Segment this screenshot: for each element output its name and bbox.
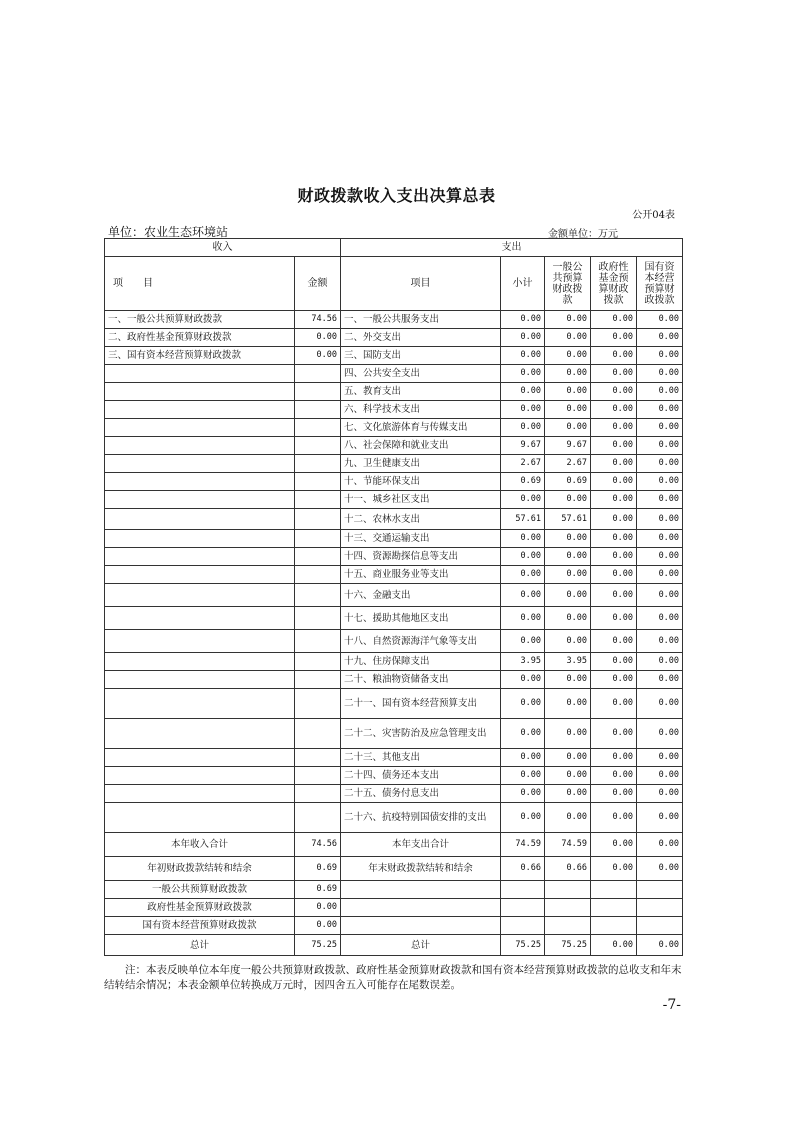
- expense-state-capital: 0.00: [637, 401, 683, 419]
- income-item: [105, 401, 295, 419]
- income-amount: [295, 785, 341, 803]
- expense-item: 二十三、其他支出: [341, 749, 501, 767]
- income-item: [105, 455, 295, 473]
- year-expense-general: 74.59: [545, 833, 591, 857]
- empty-cell: [545, 881, 591, 899]
- grand-total-general: 75.25: [545, 935, 591, 956]
- budget-summary-table: [104, 238, 683, 956]
- expense-state-capital: 0.00: [637, 749, 683, 767]
- expense-item: 四、公共安全支出: [341, 365, 501, 383]
- expense-state-capital: 0.00: [637, 785, 683, 803]
- table-row: [105, 719, 683, 749]
- expense-general: 0.00: [545, 767, 591, 785]
- header-row-top: [105, 239, 683, 257]
- begin-balance-value: 0.69: [295, 857, 341, 881]
- expense-general: 0.00: [545, 491, 591, 509]
- expense-gov-fund: 0.00: [591, 671, 637, 689]
- expense-general: 0.00: [545, 630, 591, 653]
- empty-cell: [341, 899, 501, 917]
- page-number: -7-: [662, 997, 681, 1013]
- expense-gov-fund: 0.00: [591, 437, 637, 455]
- expense-state-capital: 0.00: [637, 491, 683, 509]
- table-row: [105, 365, 683, 383]
- expense-gov-fund: 0.00: [591, 749, 637, 767]
- income-item-header: 项 目: [105, 257, 295, 311]
- income-amount: 0.00: [295, 347, 341, 365]
- table-row: [105, 509, 683, 530]
- table-row: [105, 419, 683, 437]
- income-amount: 0.00: [295, 329, 341, 347]
- table-row: [105, 311, 683, 329]
- income-item: [105, 584, 295, 607]
- expense-general: 0.00: [545, 401, 591, 419]
- end-balance-state-capital: 0.00: [637, 857, 683, 881]
- summary-row: [105, 899, 683, 917]
- summary-row: [105, 833, 683, 857]
- income-amount: [295, 630, 341, 653]
- income-amount: 74.56: [295, 311, 341, 329]
- expense-subtotal: 0.00: [501, 803, 545, 833]
- table-row: [105, 689, 683, 719]
- expense-general: 57.61: [545, 509, 591, 530]
- income-amount: [295, 419, 341, 437]
- table-row: [105, 455, 683, 473]
- income-amount: [295, 803, 341, 833]
- expense-item: 九、卫生健康支出: [341, 455, 501, 473]
- expense-subtotal: 0.00: [501, 530, 545, 548]
- year-expense-label: 本年支出合计: [341, 833, 501, 857]
- header-row-columns: [105, 257, 683, 311]
- income-item: [105, 785, 295, 803]
- table-row: [105, 329, 683, 347]
- expense-general: 0.00: [545, 329, 591, 347]
- expense-state-capital: 0.00: [637, 455, 683, 473]
- expense-gov-fund: 0.00: [591, 803, 637, 833]
- income-item: [105, 630, 295, 653]
- income-amount: [295, 530, 341, 548]
- empty-cell: [501, 881, 545, 899]
- empty-cell: [501, 899, 545, 917]
- table-row: [105, 671, 683, 689]
- year-expense-subtotal: 74.59: [501, 833, 545, 857]
- table-row: [105, 749, 683, 767]
- expense-state-capital: 0.00: [637, 584, 683, 607]
- table-row: [105, 347, 683, 365]
- income-item: [105, 419, 295, 437]
- expense-subtotal: 0.00: [501, 329, 545, 347]
- expense-subtotal: 0.00: [501, 491, 545, 509]
- expense-general: 0.00: [545, 566, 591, 584]
- expense-general: 3.95: [545, 653, 591, 671]
- expense-subtotal: 0.00: [501, 383, 545, 401]
- expense-state-capital: 0.00: [637, 419, 683, 437]
- income-item: [105, 803, 295, 833]
- expense-general: 0.00: [545, 719, 591, 749]
- expense-general: 0.00: [545, 607, 591, 630]
- begin-general-label: 一般公共预算财政拨款: [105, 881, 295, 899]
- begin-general-value: 0.69: [295, 881, 341, 899]
- expense-general: 0.00: [545, 311, 591, 329]
- income-item: [105, 689, 295, 719]
- income-amount: [295, 401, 341, 419]
- expense-item: 十九、住房保障支出: [341, 653, 501, 671]
- expense-subtotal: 0.00: [501, 365, 545, 383]
- expense-gov-fund: 0.00: [591, 785, 637, 803]
- expense-gov-fund: 0.00: [591, 584, 637, 607]
- expense-item: 二十一、国有资本经营预算支出: [341, 689, 501, 719]
- income-item: [105, 566, 295, 584]
- money-unit: 金额单位：万元: [548, 229, 618, 240]
- empty-cell: [637, 881, 683, 899]
- expense-item: 十、节能环保支出: [341, 473, 501, 491]
- expense-item: 十二、农林水支出: [341, 509, 501, 530]
- expense-state-capital: 0.00: [637, 767, 683, 785]
- expense-item: 二十六、抗疫特别国债安排的支出: [341, 803, 501, 833]
- income-item: 一、一般公共预算财政拨款: [105, 311, 295, 329]
- income-amount: [295, 719, 341, 749]
- income-amount: [295, 473, 341, 491]
- income-item: [105, 719, 295, 749]
- table-row: [105, 653, 683, 671]
- income-amount-header: 金额: [295, 257, 341, 311]
- expense-state-capital: 0.00: [637, 607, 683, 630]
- empty-cell: [591, 881, 637, 899]
- expense-item: 十一、城乡社区支出: [341, 491, 501, 509]
- page-title: 财政拨款收入支出决算总表: [297, 186, 496, 205]
- expense-general: 0.00: [545, 749, 591, 767]
- expense-state-capital: 0.00: [637, 630, 683, 653]
- expense-general: 0.00: [545, 689, 591, 719]
- expense-state-capital: 0.00: [637, 671, 683, 689]
- expense-state-capital: 0.00: [637, 803, 683, 833]
- state-capital-header: 国有资本经营预算财政拨款: [637, 257, 683, 311]
- empty-cell: [591, 917, 637, 935]
- empty-cell: [501, 917, 545, 935]
- table-row: [105, 767, 683, 785]
- income-item: [105, 473, 295, 491]
- income-amount: [295, 607, 341, 630]
- general-budget-header: 一般公共预算财政拨款: [545, 257, 591, 311]
- income-item: [105, 437, 295, 455]
- expense-gov-fund: 0.00: [591, 491, 637, 509]
- expense-item: 十八、自然资源海洋气象等支出: [341, 630, 501, 653]
- year-expense-gov-fund: 0.00: [591, 833, 637, 857]
- grand-total-state-capital: 0.00: [637, 935, 683, 956]
- expense-subtotal: 0.00: [501, 401, 545, 419]
- table-row: [105, 491, 683, 509]
- expense-gov-fund: 0.00: [591, 630, 637, 653]
- summary-row: [105, 881, 683, 899]
- expense-general: 0.00: [545, 347, 591, 365]
- expense-gov-fund: 0.00: [591, 311, 637, 329]
- empty-cell: [637, 899, 683, 917]
- expense-gov-fund: 0.00: [591, 473, 637, 491]
- income-item: 三、国有资本经营预算财政拨款: [105, 347, 295, 365]
- expense-subtotal: 0.00: [501, 566, 545, 584]
- table-row: [105, 785, 683, 803]
- income-amount: [295, 383, 341, 401]
- income-item: [105, 671, 295, 689]
- expense-general: 0.00: [545, 365, 591, 383]
- grand-total-expense-label: 总计: [341, 935, 501, 956]
- expense-gov-fund: 0.00: [591, 419, 637, 437]
- end-balance-label: 年末财政拨款结转和结余: [341, 857, 501, 881]
- expense-gov-fund: 0.00: [591, 530, 637, 548]
- income-amount: [295, 509, 341, 530]
- expense-subtotal: 0.00: [501, 671, 545, 689]
- expense-state-capital: 0.00: [637, 689, 683, 719]
- expense-item: 二十五、债务付息支出: [341, 785, 501, 803]
- empty-cell: [591, 899, 637, 917]
- income-item: [105, 491, 295, 509]
- grand-total-gov-fund: 0.00: [591, 935, 637, 956]
- expense-subtotal: 3.95: [501, 653, 545, 671]
- expense-subtotal: 0.00: [501, 311, 545, 329]
- grand-total-income: 75.25: [295, 935, 341, 956]
- expense-subtotal: 0.00: [501, 689, 545, 719]
- expense-state-capital: 0.00: [637, 509, 683, 530]
- expense-item: 二十、粮油物资储备支出: [341, 671, 501, 689]
- subtotal-header: 小计: [501, 257, 545, 311]
- expense-subtotal: 0.00: [501, 607, 545, 630]
- expense-gov-fund: 0.00: [591, 329, 637, 347]
- income-item: [105, 653, 295, 671]
- expense-general: 0.00: [545, 803, 591, 833]
- expense-item: 五、教育支出: [341, 383, 501, 401]
- expense-state-capital: 0.00: [637, 719, 683, 749]
- expense-gov-fund: 0.00: [591, 383, 637, 401]
- empty-cell: [341, 917, 501, 935]
- expense-item: 十七、援助其他地区支出: [341, 607, 501, 630]
- expense-item: 八、社会保障和就业支出: [341, 437, 501, 455]
- expense-subtotal: 0.69: [501, 473, 545, 491]
- expense-subtotal: 0.00: [501, 584, 545, 607]
- expense-subtotal: 0.00: [501, 347, 545, 365]
- year-income-label: 本年收入合计: [105, 833, 295, 857]
- income-amount: [295, 365, 341, 383]
- expense-gov-fund: 0.00: [591, 653, 637, 671]
- income-header: 收入: [105, 239, 341, 257]
- expense-state-capital: 0.00: [637, 311, 683, 329]
- income-item: [105, 365, 295, 383]
- income-item: [105, 509, 295, 530]
- expense-general: 0.00: [545, 530, 591, 548]
- expense-subtotal: 0.00: [501, 767, 545, 785]
- expense-state-capital: 0.00: [637, 473, 683, 491]
- expense-state-capital: 0.00: [637, 383, 683, 401]
- income-amount: [295, 455, 341, 473]
- expense-item: 三、国防支出: [341, 347, 501, 365]
- begin-capital-label: 国有资本经营预算财政拨款: [105, 917, 295, 935]
- expense-general: 0.00: [545, 383, 591, 401]
- expense-gov-fund: 0.00: [591, 365, 637, 383]
- summary-row: [105, 935, 683, 956]
- end-balance-general: 0.66: [545, 857, 591, 881]
- table-row: [105, 383, 683, 401]
- income-amount: [295, 653, 341, 671]
- expense-state-capital: 0.00: [637, 437, 683, 455]
- table-row: [105, 530, 683, 548]
- expense-gov-fund: 0.00: [591, 566, 637, 584]
- income-amount: [295, 689, 341, 719]
- expense-state-capital: 0.00: [637, 548, 683, 566]
- income-amount: [295, 749, 341, 767]
- expense-subtotal: 0.00: [501, 719, 545, 749]
- expense-state-capital: 0.00: [637, 530, 683, 548]
- expense-item: 二十二、灾害防治及应急管理支出: [341, 719, 501, 749]
- form-code: 公开04表: [632, 210, 675, 221]
- expense-item: 七、文化旅游体育与传媒支出: [341, 419, 501, 437]
- expense-item: 十六、金融支出: [341, 584, 501, 607]
- expense-subtotal: 0.00: [501, 785, 545, 803]
- expense-state-capital: 0.00: [637, 329, 683, 347]
- expense-general: 0.00: [545, 671, 591, 689]
- table-row: [105, 566, 683, 584]
- begin-balance-label: 年初财政拨款结转和结余: [105, 857, 295, 881]
- expense-gov-fund: 0.00: [591, 401, 637, 419]
- gov-fund-header: 政府性基金预算财政拨款: [591, 257, 637, 311]
- summary-row: [105, 917, 683, 935]
- expense-general: 0.00: [545, 419, 591, 437]
- expense-gov-fund: 0.00: [591, 347, 637, 365]
- empty-cell: [637, 917, 683, 935]
- table-row: [105, 630, 683, 653]
- footnote: 注：本表反映单位本年度一般公共预算财政拨款、政府性基金预算财政拨款和国有资本经营预算财政拨款的总收支和年末结转结余情况；本表金额单位转换成万元时，因四舍五入可能存在尾数误差。: [104, 964, 682, 991]
- expense-gov-fund: 0.00: [591, 689, 637, 719]
- expense-subtotal: 2.67: [501, 455, 545, 473]
- expense-subtotal: 57.61: [501, 509, 545, 530]
- summary-row: [105, 857, 683, 881]
- empty-cell: [545, 917, 591, 935]
- income-amount: [295, 548, 341, 566]
- reporting-unit: 单位：农业生态环境站: [108, 225, 229, 239]
- income-item: [105, 548, 295, 566]
- income-amount: [295, 491, 341, 509]
- expense-item-header: 项目: [341, 257, 501, 311]
- year-income-value: 74.56: [295, 833, 341, 857]
- end-balance-subtotal: 0.66: [501, 857, 545, 881]
- expense-general: 0.00: [545, 785, 591, 803]
- grand-total-label: 总计: [105, 935, 295, 956]
- empty-cell: [545, 899, 591, 917]
- income-amount: [295, 437, 341, 455]
- expense-gov-fund: 0.00: [591, 548, 637, 566]
- expense-general: 0.00: [545, 584, 591, 607]
- income-item: 二、政府性基金预算财政拨款: [105, 329, 295, 347]
- table-row: [105, 437, 683, 455]
- expense-item: 十三、交通运输支出: [341, 530, 501, 548]
- expense-subtotal: 9.67: [501, 437, 545, 455]
- table-row: [105, 584, 683, 607]
- expense-general: 2.67: [545, 455, 591, 473]
- expense-gov-fund: 0.00: [591, 509, 637, 530]
- expense-state-capital: 0.00: [637, 653, 683, 671]
- income-item: [105, 767, 295, 785]
- begin-fund-label: 政府性基金预算财政拨款: [105, 899, 295, 917]
- begin-capital-value: 0.00: [295, 917, 341, 935]
- expense-item: 二、外交支出: [341, 329, 501, 347]
- income-item: [105, 749, 295, 767]
- expense-item: 六、科学技术支出: [341, 401, 501, 419]
- income-amount: [295, 566, 341, 584]
- expense-state-capital: 0.00: [637, 347, 683, 365]
- table-row: [105, 401, 683, 419]
- expense-state-capital: 0.00: [637, 566, 683, 584]
- expense-state-capital: 0.00: [637, 365, 683, 383]
- table-row: [105, 548, 683, 566]
- income-item: [105, 530, 295, 548]
- expense-gov-fund: 0.00: [591, 767, 637, 785]
- income-amount: [295, 767, 341, 785]
- grand-total-subtotal: 75.25: [501, 935, 545, 956]
- table-row: [105, 607, 683, 630]
- table-row: [105, 473, 683, 491]
- table-row: [105, 803, 683, 833]
- expense-subtotal: 0.00: [501, 630, 545, 653]
- expense-header: 支出: [341, 239, 683, 257]
- empty-cell: [341, 881, 501, 899]
- expense-item: 一、一般公共服务支出: [341, 311, 501, 329]
- expense-subtotal: 0.00: [501, 548, 545, 566]
- expense-gov-fund: 0.00: [591, 607, 637, 630]
- expense-general: 9.67: [545, 437, 591, 455]
- expense-item: 二十四、债务还本支出: [341, 767, 501, 785]
- expense-subtotal: 0.00: [501, 419, 545, 437]
- year-expense-state-capital: 0.00: [637, 833, 683, 857]
- income-amount: [295, 584, 341, 607]
- expense-item: 十五、商业服务业等支出: [341, 566, 501, 584]
- begin-fund-value: 0.00: [295, 899, 341, 917]
- income-item: [105, 607, 295, 630]
- expense-general: 0.00: [545, 548, 591, 566]
- expense-gov-fund: 0.00: [591, 455, 637, 473]
- expense-general: 0.69: [545, 473, 591, 491]
- expense-subtotal: 0.00: [501, 749, 545, 767]
- income-amount: [295, 671, 341, 689]
- income-item: [105, 383, 295, 401]
- expense-item: 十四、资源勘探信息等支出: [341, 548, 501, 566]
- end-balance-gov-fund: 0.00: [591, 857, 637, 881]
- expense-gov-fund: 0.00: [591, 719, 637, 749]
